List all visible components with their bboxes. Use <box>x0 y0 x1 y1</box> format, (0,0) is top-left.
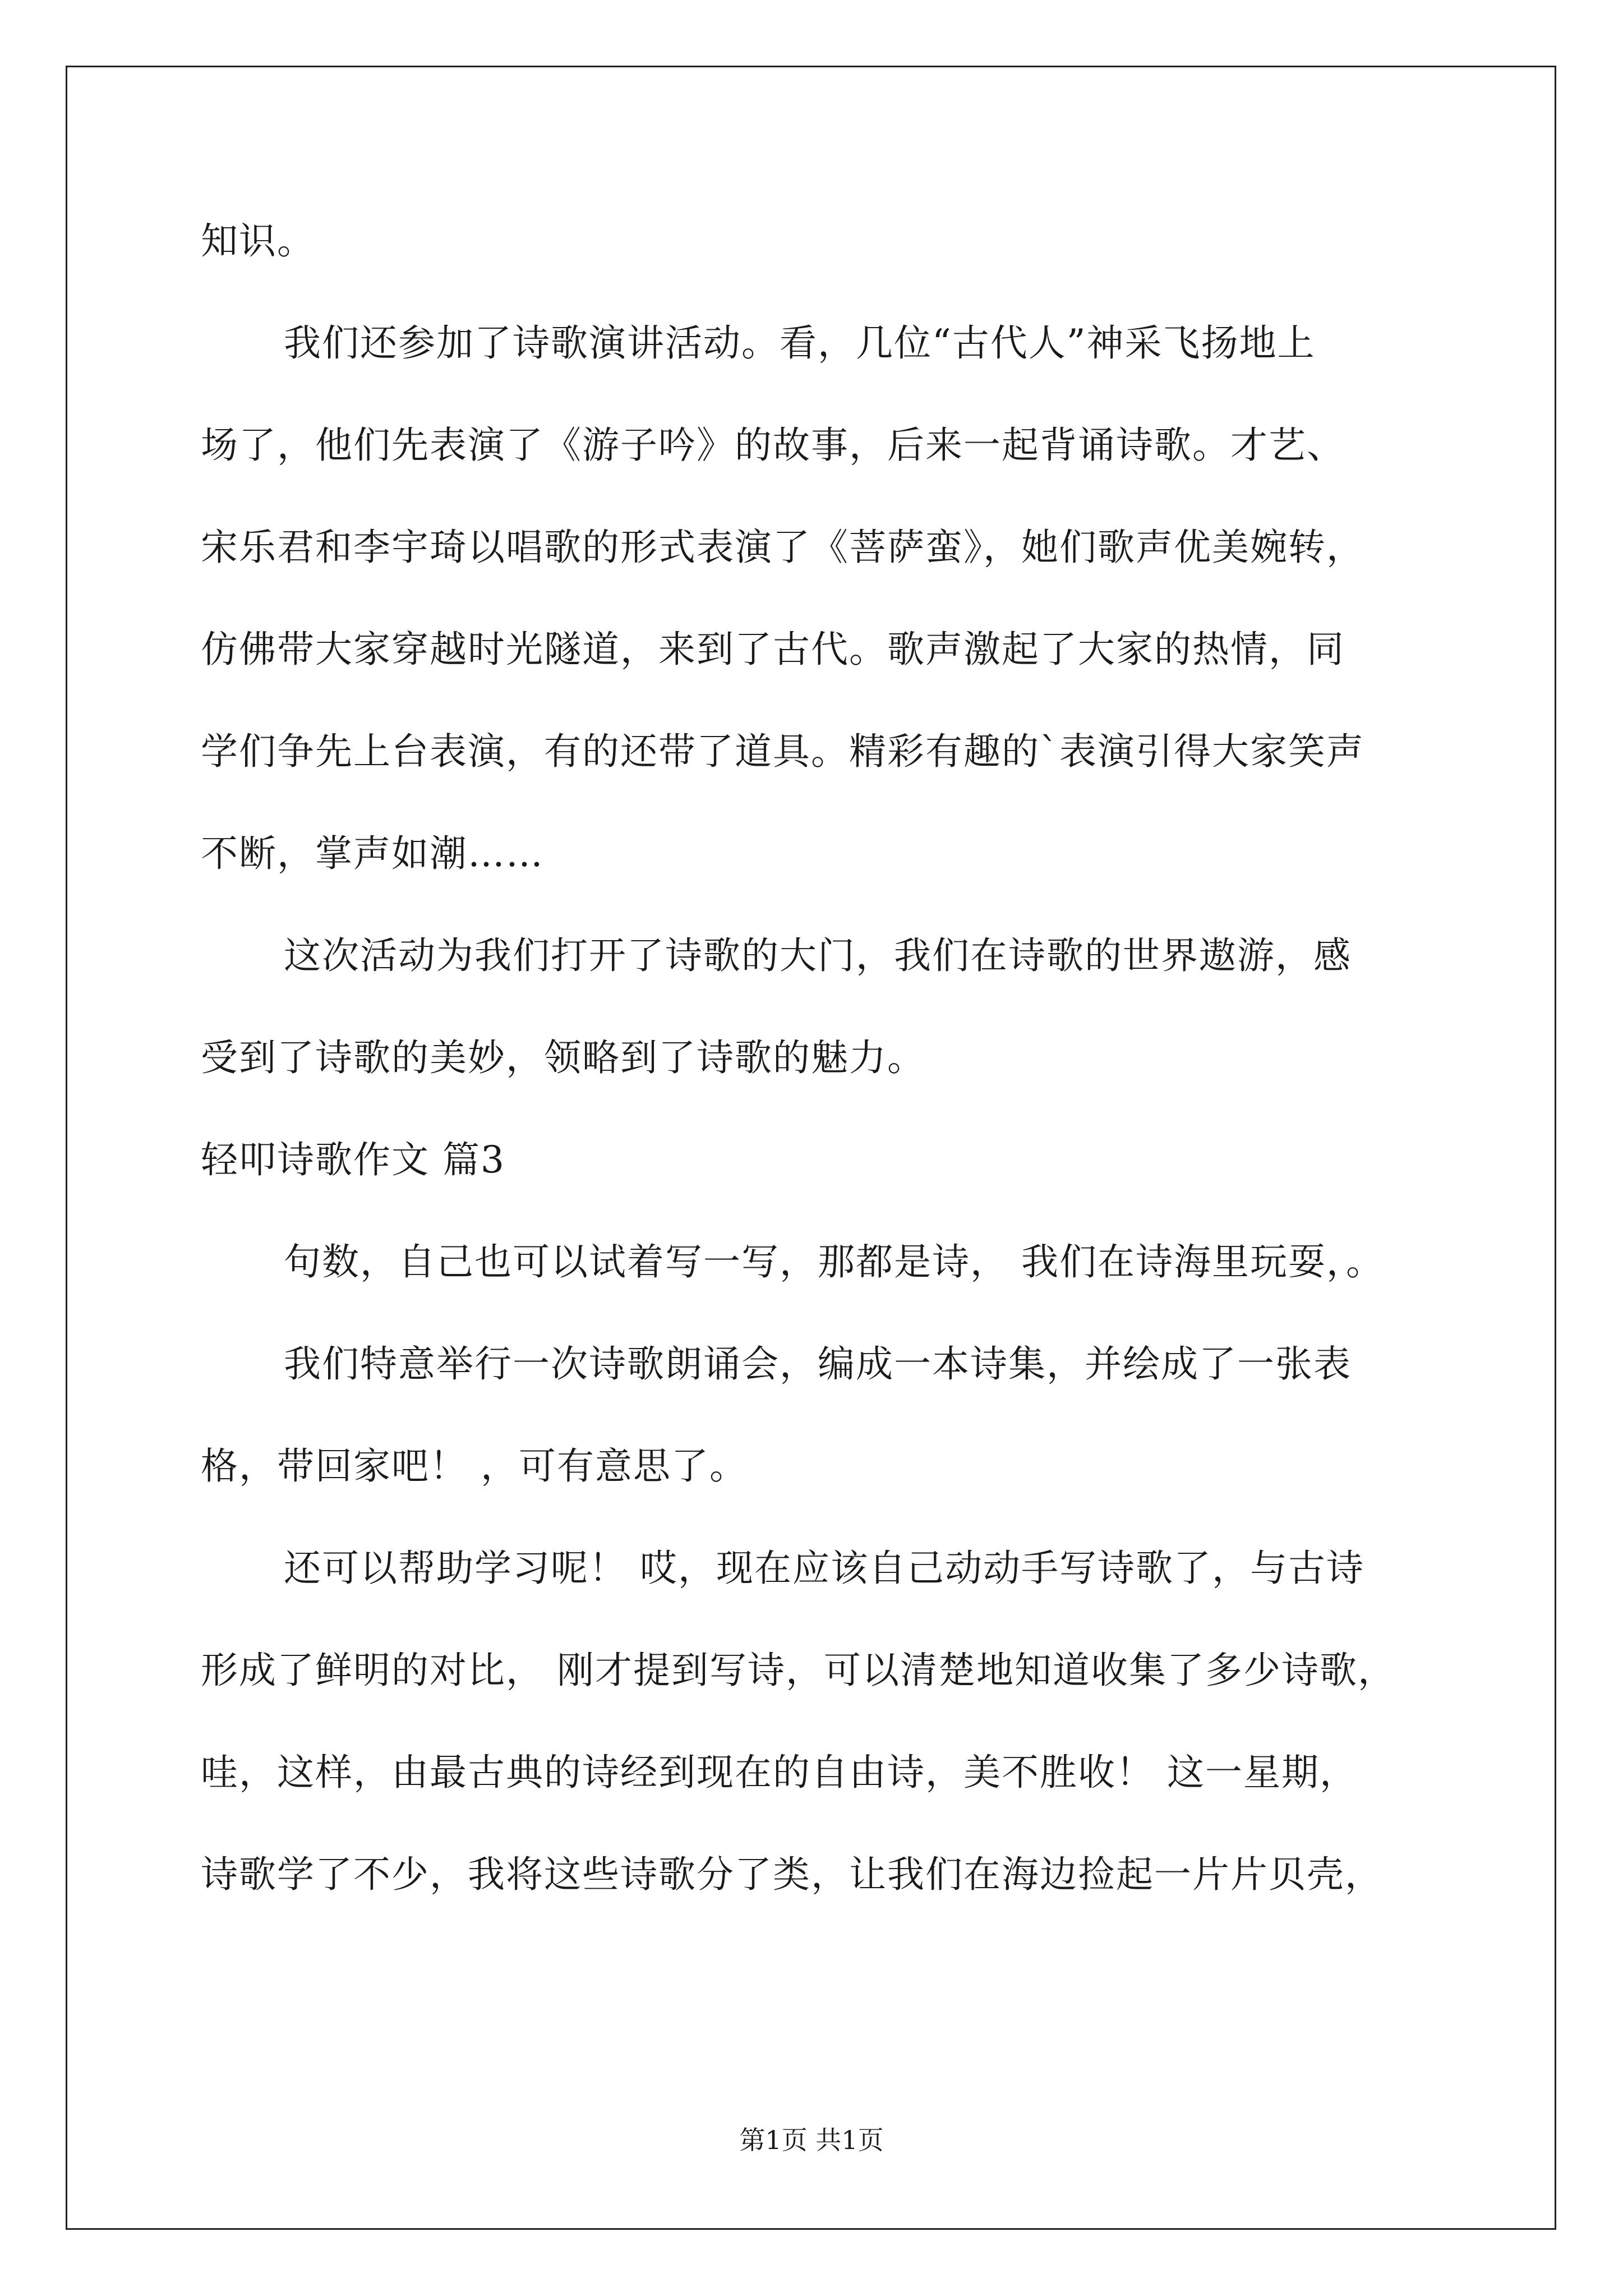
text-line: 宋乐君和李宇琦以唱歌的形式表演了《菩萨蛮》，她们歌声优美婉转， <box>201 526 1364 569</box>
text-line: 知识。 <box>201 219 315 263</box>
text-line: 受到了诗歌的美妙，领略到了诗歌的魅力。 <box>201 1036 925 1079</box>
text-line: 诗歌学了不少，我将这些诗歌分了类，让我们在海边捡起一片片贝壳， <box>201 1853 1383 1896</box>
text-line: 句数，自己也可以试着写一写，那都是诗， 我们在诗海里玩耍，。 <box>284 1240 1384 1283</box>
section-heading: 轻叩诗歌作文 篇3 <box>201 1138 505 1181</box>
text-line: 仿佛带大家穿越时光隧道，来到了古代。歌声激起了大家的热情，同 <box>201 628 1345 671</box>
text-line: 我们还参加了诗歌演讲活动。看，几位“古代人”神采飞扬地上 <box>284 321 1316 365</box>
text-line: 哇，这样，由最古典的诗经到现在的自由诗，美不胜收！ 这一星期， <box>201 1751 1358 1794</box>
text-line: 我们特意举行一次诗歌朗诵会，编成一本诗集，并绘成了一张表 <box>284 1342 1352 1386</box>
document-body <box>201 213 1435 1949</box>
text-line: 学们争先上台表演，有的还带了道具。精彩有趣的`表演引得大家笑声 <box>201 730 1364 773</box>
text-line: 还可以帮助学习呢！ 哎，现在应该自己动动手写诗歌了，与古诗 <box>284 1547 1364 1590</box>
text-line: 格，带回家吧！ ，可有意思了。 <box>201 1444 748 1488</box>
text-line: 形成了鲜明的对比， 刚才提到写诗，可以清楚地知道收集了多少诗歌， <box>201 1649 1396 1692</box>
text-line: 不断，掌声如潮…… <box>201 832 544 875</box>
text-line: 场了，他们先表演了《游子吟》的故事，后来一起背诵诗歌。才艺、 <box>201 424 1345 467</box>
page-footer: 第1页 共1页 <box>739 2125 884 2155</box>
text-line: 这次活动为我们打开了诗歌的大门，我们在诗歌的世界遨游，感 <box>284 934 1352 977</box>
